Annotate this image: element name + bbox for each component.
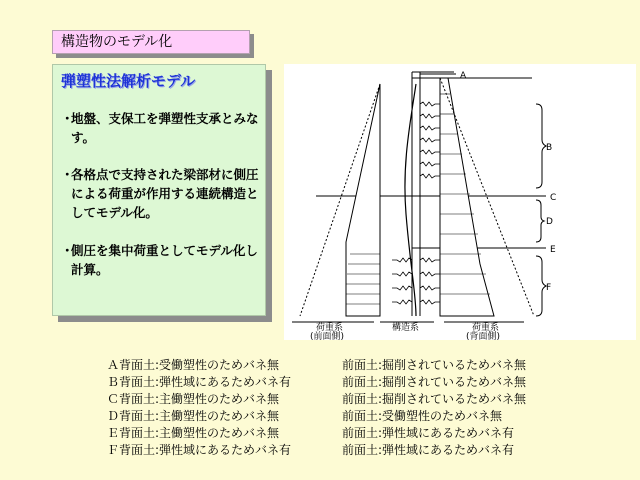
label-front-load: 荷重系 bbox=[316, 323, 344, 333]
zone-label-c: C bbox=[550, 193, 557, 203]
legend-back: Ｂ背面土:弾性域にあるためバネ有 bbox=[107, 375, 292, 389]
legend-row bbox=[107, 408, 577, 425]
bullet-item bbox=[61, 109, 261, 147]
bullet-mark: ・ bbox=[61, 167, 74, 182]
bullet-item bbox=[61, 241, 261, 279]
legend-back: Ｃ背面土:主働塑性のためバネ無 bbox=[107, 392, 280, 406]
back-springs bbox=[420, 102, 440, 304]
legend-front: 前面土:掘削されているためバネ無 bbox=[342, 392, 527, 406]
legend-row bbox=[107, 357, 577, 374]
zone-label-f: F bbox=[546, 283, 552, 293]
legend-back: Ａ背面土:受働塑性のためバネ無 bbox=[107, 358, 280, 372]
panel-heading: 弾塑性法解析モデル bbox=[61, 72, 196, 90]
slide-title-box bbox=[52, 30, 250, 54]
deflection-curve bbox=[405, 84, 416, 316]
structure-model-diagram bbox=[284, 64, 636, 340]
slide-title: 構造物のモデル化 bbox=[61, 34, 173, 50]
legend-front: 前面土:掘削されているためバネ無 bbox=[342, 358, 527, 372]
zone-label-d: D bbox=[546, 217, 553, 227]
bullet-text: 各格点で支持された梁部材に側圧による荷重が作用する連続構造としてモデル化。 bbox=[71, 167, 259, 220]
legend-back: Ｄ背面土:主働塑性のためバネ無 bbox=[107, 409, 280, 423]
model-description-panel bbox=[52, 64, 266, 316]
legend-front: 前面土:掘削されているためバネ無 bbox=[342, 375, 527, 389]
zone-bracket-d bbox=[536, 200, 544, 242]
bullet-mark: ・ bbox=[61, 243, 74, 258]
label-back-side: (背面側) bbox=[466, 332, 501, 340]
diagram-svg bbox=[284, 64, 636, 340]
legend-front: 前面土:受働塑性のためバネ無 bbox=[342, 409, 503, 423]
legend-row bbox=[107, 442, 577, 459]
legend-front: 前面土:弾性域にあるためバネ有 bbox=[342, 443, 515, 457]
condition-legend bbox=[107, 357, 577, 459]
bullet-text: 地盤、支保工を弾塑性支承とみなす。 bbox=[71, 111, 259, 145]
bullet-text: 側圧を集中荷重としてモデル化し計算。 bbox=[71, 243, 258, 277]
legend-row bbox=[107, 425, 577, 442]
bullet-item bbox=[61, 165, 261, 222]
zone-bracket-f bbox=[536, 256, 546, 316]
zone-label-b: B bbox=[546, 143, 553, 153]
zone-bracket-b bbox=[536, 104, 546, 188]
legend-back: Ｅ背面土:主働塑性のためバネ無 bbox=[107, 426, 280, 440]
label-back-load: 荷重系 bbox=[472, 323, 500, 333]
label-structure: 構造系 bbox=[392, 323, 420, 333]
bullet-mark: ・ bbox=[61, 111, 74, 126]
label-front-side: (前面側) bbox=[310, 332, 345, 340]
legend-row bbox=[107, 391, 577, 408]
legend-back: Ｆ背面土:弾性域にあるためバネ有 bbox=[107, 443, 292, 457]
front-springs bbox=[392, 258, 412, 304]
zone-label-a: A bbox=[460, 71, 467, 81]
zone-label-e: E bbox=[550, 245, 556, 255]
legend-row bbox=[107, 374, 577, 391]
back-load-diagram bbox=[440, 78, 494, 316]
legend-front: 前面土:弾性域にあるためバネ有 bbox=[342, 426, 515, 440]
front-load-diagram bbox=[346, 84, 380, 316]
